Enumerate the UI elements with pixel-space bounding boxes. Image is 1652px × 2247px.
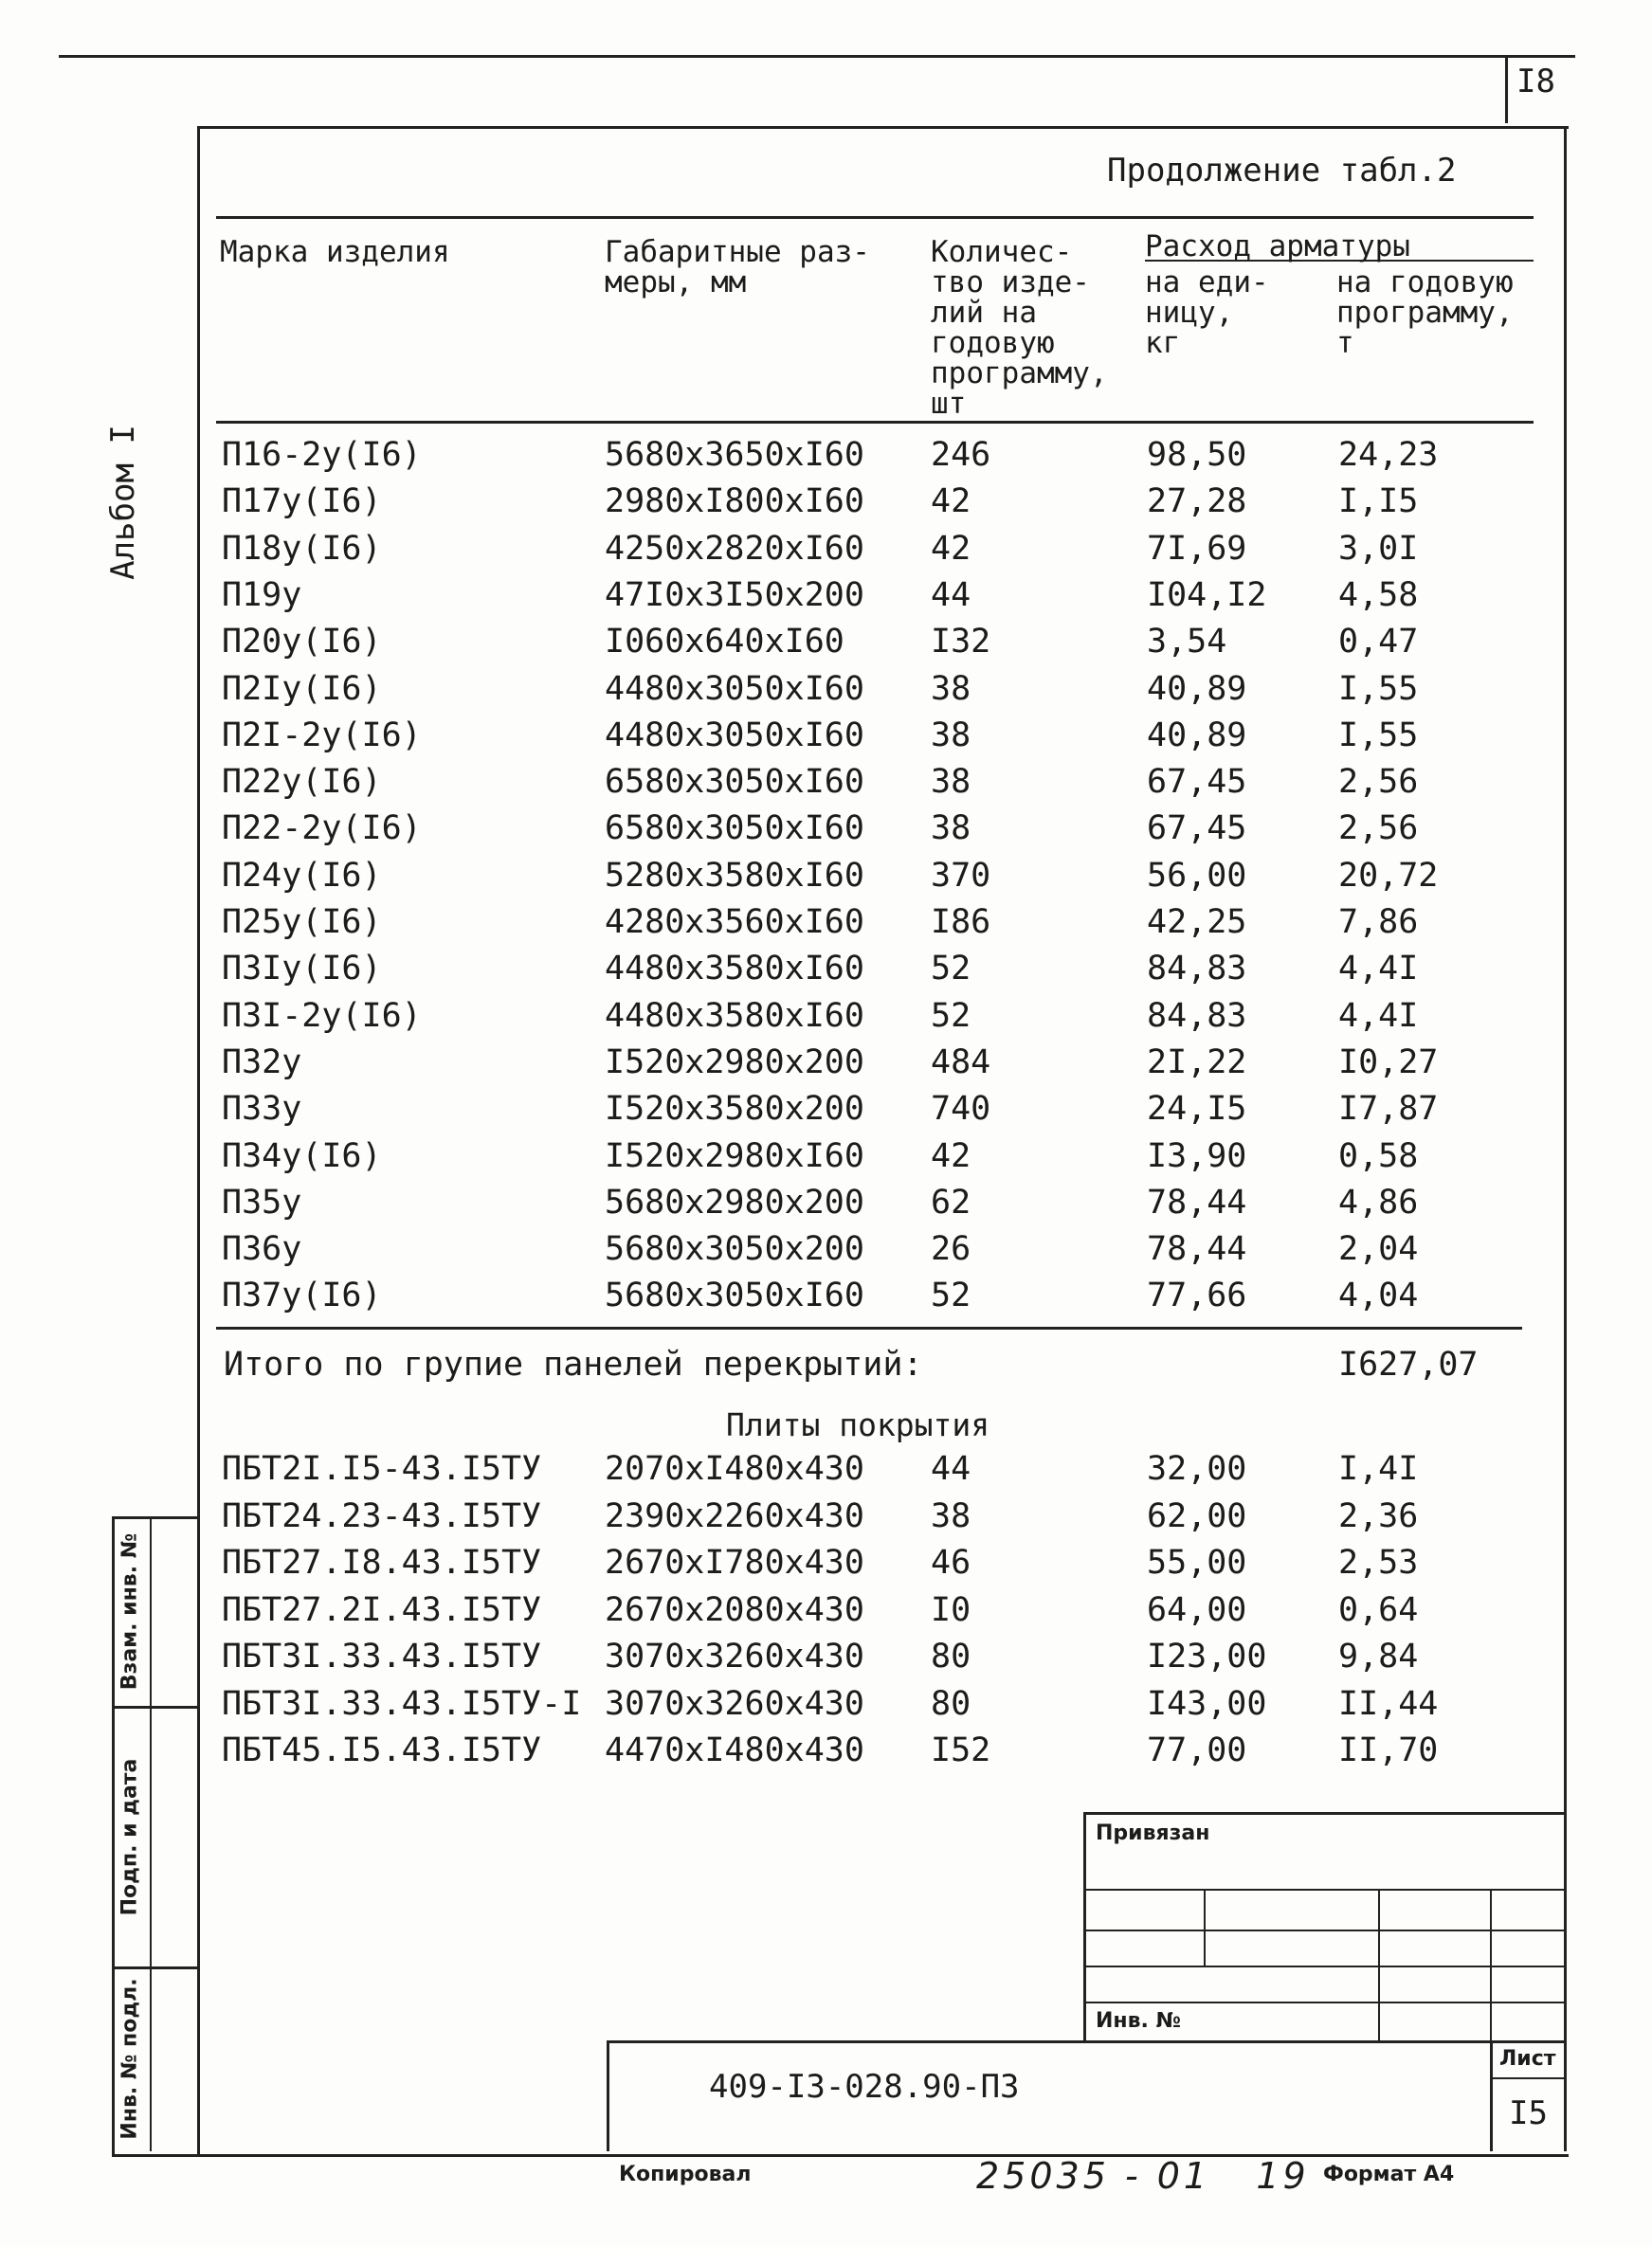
floor-panel-row-mark: П24у(I6) xyxy=(222,856,382,895)
top-rule xyxy=(59,55,1575,58)
floor-panel-row-per-program: 0,58 xyxy=(1338,1136,1419,1175)
floor-panel-row-dims: 6580x3050xI60 xyxy=(605,763,864,802)
floor-panel-row-dims: 4480x3050xI60 xyxy=(605,669,864,708)
side-stamp-sep-1 xyxy=(112,1706,197,1709)
floor-panel-row-qty: 38 xyxy=(931,763,971,802)
floor-panel-row-per-unit: 42,25 xyxy=(1147,903,1247,941)
floor-panel-row-dims: I520x3580x200 xyxy=(605,1090,864,1129)
roof-slab-row-qty: I52 xyxy=(931,1731,991,1769)
roof-slab-row-per-program: 2,53 xyxy=(1338,1544,1419,1582)
floor-panel-row-mark: П33у xyxy=(222,1090,302,1129)
total-label: Итого по групие панелей перекрытий: xyxy=(224,1346,923,1384)
floor-panel-row-mark: П22-2у(I6) xyxy=(222,809,422,848)
sheet-number-box-left xyxy=(1505,55,1508,123)
stamp-col-1 xyxy=(1204,1889,1206,1967)
titleblock-sheet-rule xyxy=(1490,2077,1566,2079)
floor-panel-row-qty: 38 xyxy=(931,669,971,708)
floor-panel-row-per-program: I0,27 xyxy=(1338,1042,1439,1081)
handwritten-number: 25035 - 01 19 xyxy=(976,2155,1310,2197)
roof-slab-row-dims: 2670xI780x430 xyxy=(605,1544,864,1582)
floor-panel-row-dims: 5680x3650xI60 xyxy=(605,436,864,474)
floor-panel-row-mark: П22у(I6) xyxy=(222,763,382,802)
floor-panel-row-qty: 38 xyxy=(931,809,971,848)
floor-panel-row-dims: 4250x2820xI60 xyxy=(605,529,864,568)
roof-slab-row-per-program: 0,64 xyxy=(1338,1590,1419,1629)
floor-panel-row-per-unit: I3,90 xyxy=(1147,1136,1247,1175)
floor-panel-row-per-unit: 67,45 xyxy=(1147,809,1247,848)
header-per-program: на годовую программу, т xyxy=(1336,265,1514,360)
floor-panel-row-mark: П32у xyxy=(222,1042,302,1081)
floor-panel-row-per-unit: 77,66 xyxy=(1147,1277,1247,1315)
floor-panel-row-qty: 52 xyxy=(931,950,971,988)
format-label: Формат А4 xyxy=(1323,2163,1455,2186)
floor-panel-row-dims: 2980xI800xI60 xyxy=(605,482,864,521)
floor-panel-row-mark: П37у(I6) xyxy=(222,1277,382,1315)
floor-panel-row-per-unit: 40,89 xyxy=(1147,716,1247,754)
floor-panel-row-mark: П2Iу(I6) xyxy=(222,669,382,708)
floor-panel-row-qty: 246 xyxy=(931,436,991,474)
roof-slab-row-dims: 2670x2080x430 xyxy=(605,1590,864,1629)
roof-slab-row-mark: ПБТ45.I5.43.I5ТУ xyxy=(222,1731,542,1769)
floor-panel-row-dims: 4280x3560xI60 xyxy=(605,903,864,941)
side-label-vzam: Взам. инв. № xyxy=(118,1532,142,1691)
floor-panel-row-dims: 5680x3050x200 xyxy=(605,1230,864,1269)
floor-panel-row-per-program: 0,47 xyxy=(1338,623,1419,661)
floor-panel-row-qty: 42 xyxy=(931,482,971,521)
floor-panel-row-qty: 42 xyxy=(931,529,971,568)
stamp-col-2 xyxy=(1378,1889,1380,2040)
floor-panel-row-mark: П18у(I6) xyxy=(222,529,382,568)
stamp-top-rule xyxy=(1083,1812,1564,1815)
roof-slab-row-mark: ПБТ3I.33.43.I5ТУ-I xyxy=(222,1684,582,1723)
floor-panel-row-per-program: 7,86 xyxy=(1338,903,1419,941)
roof-slab-row-per-unit: 32,00 xyxy=(1147,1450,1247,1488)
header-qty: Количес- тво изде- лий на годовую программу, шт xyxy=(931,235,1108,421)
document-code: 409-I3-028.90-ПЗ xyxy=(709,2068,1020,2106)
floor-panel-row-dims: 47I0x3I50x200 xyxy=(605,575,864,614)
floor-panel-row-qty: I86 xyxy=(931,903,991,941)
header-mark: Марка изделия xyxy=(220,235,450,269)
roof-slab-row-mark: ПБТ3I.33.43.I5ТУ xyxy=(222,1638,542,1676)
roof-slab-row-mark: ПБТ2I.I5-43.I5ТУ xyxy=(222,1450,542,1488)
floor-panel-row-per-program: 24,23 xyxy=(1338,436,1439,474)
floor-panel-row-mark: П20у(I6) xyxy=(222,623,382,661)
floor-panel-row-qty: 484 xyxy=(931,1042,991,1081)
floor-panel-row-per-unit: 98,50 xyxy=(1147,436,1247,474)
floor-panel-row-dims: 4480x3050xI60 xyxy=(605,716,864,754)
roof-slab-row-mark: ПБТ27.I8.43.I5ТУ xyxy=(222,1544,542,1582)
floor-panel-row-qty: 52 xyxy=(931,1277,971,1315)
floor-panel-row-mark: П34у(I6) xyxy=(222,1136,382,1175)
sheet-label: Лист xyxy=(1499,2047,1556,2071)
floor-panel-row-mark: П2I-2у(I6) xyxy=(222,716,422,754)
titleblock-left-rule xyxy=(607,2040,609,2151)
floor-panel-row-per-unit: 7I,69 xyxy=(1147,529,1247,568)
frame-right xyxy=(1564,126,1567,2151)
floor-panel-row-qty: 26 xyxy=(931,1230,971,1269)
section-title: Плиты покрытия xyxy=(726,1406,990,1443)
roof-slab-row-dims: 4470xI480x430 xyxy=(605,1731,864,1769)
album-label: Альбом I xyxy=(104,425,142,580)
floor-panel-row-mark: П3I-2у(I6) xyxy=(222,996,422,1035)
roof-slab-row-qty: I0 xyxy=(931,1590,971,1629)
roof-slab-row-qty: 44 xyxy=(931,1450,971,1488)
floor-panel-row-per-unit: 27,28 xyxy=(1147,482,1247,521)
sheet-value: I5 xyxy=(1509,2094,1548,2132)
stamp-col-3 xyxy=(1490,1889,1492,2040)
floor-panel-row-qty: 62 xyxy=(931,1183,971,1222)
stamp-inv-no: Инв. № xyxy=(1096,2009,1182,2033)
table-bottom-rule xyxy=(216,1327,1522,1330)
stamp-left-rule xyxy=(1083,1812,1086,2043)
floor-panel-row-dims: 4480x3580xI60 xyxy=(605,950,864,988)
roof-slab-row-qty: 38 xyxy=(931,1496,971,1535)
roof-slab-row-per-program: II,70 xyxy=(1338,1731,1439,1769)
sheet-number: I8 xyxy=(1516,63,1555,100)
roof-slab-row-per-program: 9,84 xyxy=(1338,1638,1419,1676)
roof-slab-row-dims: 2390x2260x430 xyxy=(605,1496,864,1535)
header-dims: Габаритные раз- меры, мм xyxy=(605,235,870,299)
floor-panel-row-per-unit: 40,89 xyxy=(1147,669,1247,708)
floor-panel-row-qty: I32 xyxy=(931,623,991,661)
titleblock-top-rule xyxy=(607,2040,1564,2043)
titleblock-sheet-divider xyxy=(1490,2040,1493,2151)
roof-slab-row-dims: 3070x3260x430 xyxy=(605,1638,864,1676)
roof-slab-row-per-unit: 55,00 xyxy=(1147,1544,1247,1582)
floor-panel-row-dims: I520x2980xI60 xyxy=(605,1136,864,1175)
floor-panel-row-dims: I060x640xI60 xyxy=(605,623,844,661)
total-value: I627,07 xyxy=(1338,1346,1479,1384)
floor-panel-row-per-unit: 67,45 xyxy=(1147,763,1247,802)
roof-slab-row-qty: 46 xyxy=(931,1544,971,1582)
floor-panel-row-dims: 4480x3580xI60 xyxy=(605,996,864,1035)
floor-panel-row-mark: П36у xyxy=(222,1230,302,1269)
roof-slab-row-per-unit: I43,00 xyxy=(1147,1684,1267,1723)
floor-panel-row-per-program: 2,56 xyxy=(1338,809,1419,848)
floor-panel-row-dims: 5680x3050xI60 xyxy=(605,1277,864,1315)
stamp-privyazan: Привязан xyxy=(1096,1821,1210,1845)
floor-panel-row-qty: 38 xyxy=(931,716,971,754)
floor-panel-row-per-unit: 2I,22 xyxy=(1147,1042,1247,1081)
floor-panel-row-per-program: 4,4I xyxy=(1338,950,1419,988)
floor-panel-row-per-program: 4,04 xyxy=(1338,1277,1419,1315)
floor-panel-row-dims: I520x2980x200 xyxy=(605,1042,864,1081)
copied-by-label: Копировал xyxy=(619,2163,752,2186)
roof-slab-row-per-program: I,4I xyxy=(1338,1450,1419,1488)
floor-panel-row-per-program: I,I5 xyxy=(1338,482,1419,521)
roof-slab-row-per-unit: 62,00 xyxy=(1147,1496,1247,1535)
floor-panel-row-per-program: 2,56 xyxy=(1338,763,1419,802)
floor-panel-row-per-unit: 56,00 xyxy=(1147,856,1247,895)
header-per-unit: на еди- ницу, кг xyxy=(1145,265,1269,360)
floor-panel-row-qty: 740 xyxy=(931,1090,991,1129)
roof-slab-row-per-unit: I23,00 xyxy=(1147,1638,1267,1676)
roof-slab-row-per-program: 2,36 xyxy=(1338,1496,1419,1535)
table-continuation-caption: Продолжение табл.2 xyxy=(1107,152,1457,190)
header-rebar: Расход арматуры xyxy=(1145,229,1410,263)
side-label-inv-podl: Инв. № подл. xyxy=(118,1978,142,2140)
roof-slab-row-mark: ПБТ24.23-43.I5ТУ xyxy=(222,1496,542,1535)
table-top-rule xyxy=(216,216,1534,219)
floor-panel-row-dims: 5280x3580xI60 xyxy=(605,856,864,895)
floor-panel-row-per-program: I7,87 xyxy=(1338,1090,1439,1129)
roof-slab-row-qty: 80 xyxy=(931,1638,971,1676)
floor-panel-row-mark: П19у xyxy=(222,575,302,614)
roof-slab-row-per-unit: 64,00 xyxy=(1147,1590,1247,1629)
floor-panel-row-per-program: I,55 xyxy=(1338,716,1419,754)
roof-slab-row-dims: 3070x3260x430 xyxy=(605,1684,864,1723)
floor-panel-row-mark: П25у(I6) xyxy=(222,903,382,941)
floor-panel-row-per-program: 4,58 xyxy=(1338,575,1419,614)
floor-panel-row-per-unit: 24,I5 xyxy=(1147,1090,1247,1129)
side-label-podp: Подп. и дата xyxy=(118,1758,142,1916)
floor-panel-row-qty: 52 xyxy=(931,996,971,1035)
floor-panel-row-per-program: I,55 xyxy=(1338,669,1419,708)
roof-slab-row-mark: ПБТ27.2I.43.I5ТУ xyxy=(222,1590,542,1629)
roof-slab-row-dims: 2070xI480x430 xyxy=(605,1450,864,1488)
floor-panel-row-dims: 5680x2980x200 xyxy=(605,1183,864,1222)
side-stamp-divider xyxy=(150,1516,152,2151)
roof-slab-row-per-program: II,44 xyxy=(1338,1684,1439,1723)
floor-panel-row-dims: 6580x3050xI60 xyxy=(605,809,864,848)
floor-panel-row-per-program: 3,0I xyxy=(1338,529,1419,568)
floor-panel-row-per-unit: 84,83 xyxy=(1147,996,1247,1035)
floor-panel-row-per-unit: I04,I2 xyxy=(1147,575,1267,614)
floor-panel-row-per-unit: 78,44 xyxy=(1147,1230,1247,1269)
floor-panel-row-per-program: 20,72 xyxy=(1338,856,1439,895)
roof-slab-row-per-unit: 77,00 xyxy=(1147,1731,1247,1769)
floor-panel-row-qty: 370 xyxy=(931,856,991,895)
floor-panel-row-qty: 44 xyxy=(931,575,971,614)
floor-panel-row-mark: П16-2у(I6) xyxy=(222,436,422,474)
floor-panel-row-per-unit: 3,54 xyxy=(1147,623,1227,661)
floor-panel-row-per-unit: 84,83 xyxy=(1147,950,1247,988)
floor-panel-row-mark: П17у(I6) xyxy=(222,482,382,521)
floor-panel-row-qty: 42 xyxy=(931,1136,971,1175)
floor-panel-row-mark: П35у xyxy=(222,1183,302,1222)
floor-panel-row-per-program: 4,86 xyxy=(1338,1183,1419,1222)
table-header-rule xyxy=(216,421,1534,424)
floor-panel-row-mark: П3Iу(I6) xyxy=(222,950,382,988)
floor-panel-row-per-program: 2,04 xyxy=(1338,1230,1419,1269)
floor-panel-row-per-unit: 78,44 xyxy=(1147,1183,1247,1222)
roof-slab-row-qty: 80 xyxy=(931,1684,971,1723)
floor-panel-row-per-program: 4,4I xyxy=(1338,996,1419,1035)
